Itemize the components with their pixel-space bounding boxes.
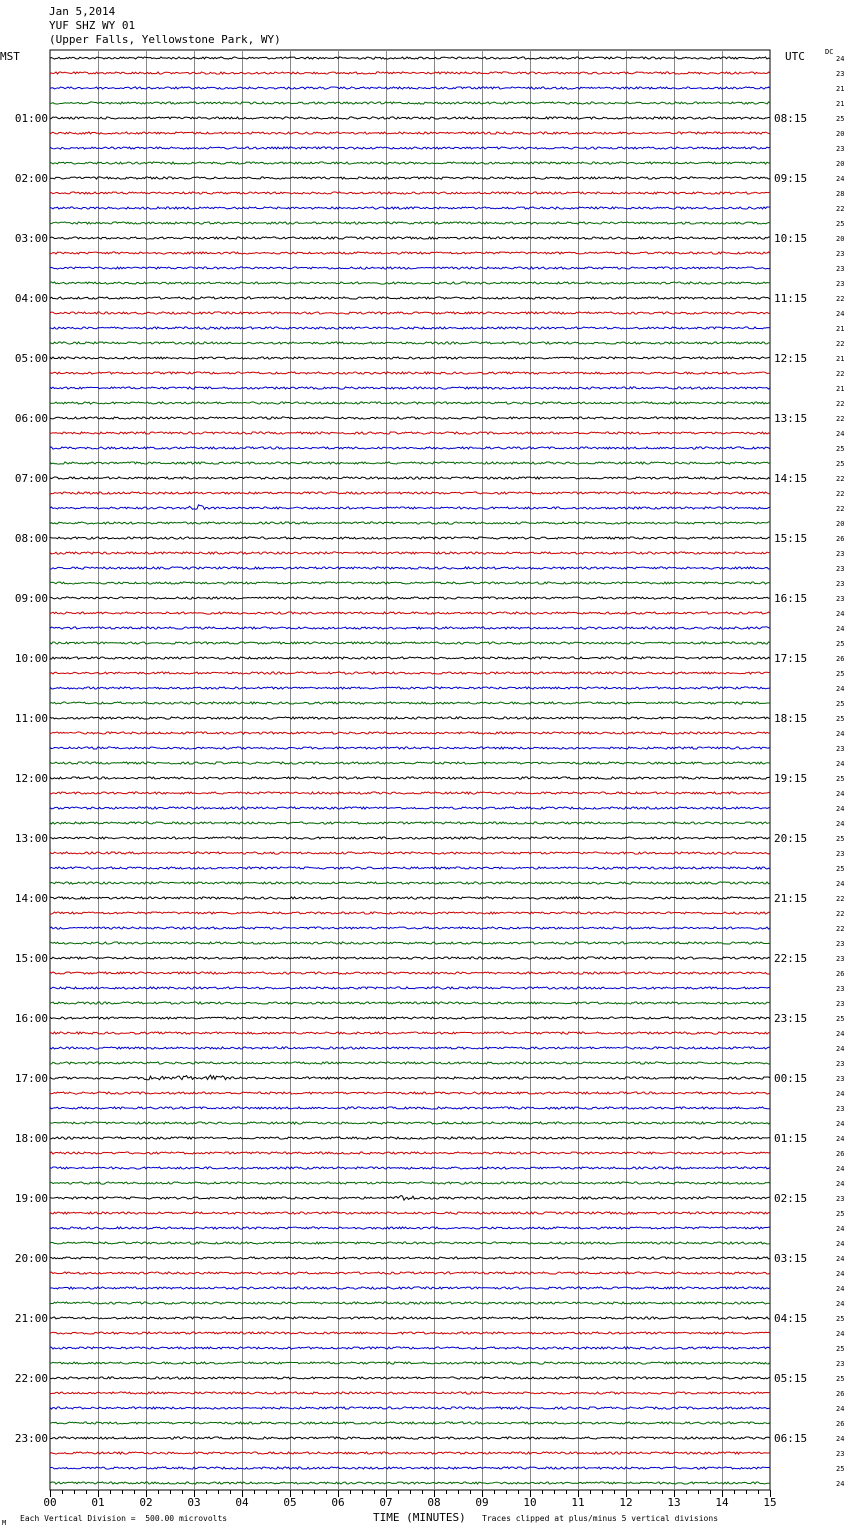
seismic-trace xyxy=(50,567,770,569)
dc-offset-label: 26 xyxy=(836,1150,845,1158)
x-axis-title: TIME (MINUTES) xyxy=(373,1511,466,1524)
seismic-trace xyxy=(50,717,770,719)
dc-offset-label: 22 xyxy=(836,910,845,918)
seismic-trace xyxy=(50,582,770,584)
dc-offset-label: 24 xyxy=(836,610,845,618)
seismic-trace xyxy=(50,1062,770,1064)
mst-hour-label: 21:00 xyxy=(14,1312,48,1325)
dc-offset-label: 26 xyxy=(836,1420,845,1428)
seismic-trace xyxy=(50,72,770,74)
seismic-trace xyxy=(50,252,770,254)
dc-offset-label: 24 xyxy=(836,1090,845,1098)
x-tick-label: 00 xyxy=(43,1496,57,1509)
seismic-trace xyxy=(50,505,770,510)
dc-offset-label: 21 xyxy=(836,355,845,363)
dc-offset-label: 23 xyxy=(836,1450,845,1458)
dc-offset-label: 23 xyxy=(836,580,845,588)
dc-offset-label: 23 xyxy=(836,550,845,558)
utc-hour-label: 23:15 xyxy=(774,1012,808,1025)
seismic-trace xyxy=(50,1227,770,1229)
seismic-trace xyxy=(50,1422,770,1424)
seismic-trace xyxy=(50,87,770,89)
dc-offset-label: 25 xyxy=(836,670,845,678)
dc-offset-label: 24 xyxy=(836,1480,845,1488)
seismic-trace xyxy=(50,627,770,629)
seismic-trace xyxy=(50,1317,770,1319)
dc-offset-label: 20 xyxy=(836,160,845,168)
seismic-trace xyxy=(50,1152,770,1154)
seismic-trace xyxy=(50,1002,770,1004)
seismic-trace xyxy=(50,237,770,239)
dc-offset-label: 25 xyxy=(836,1210,845,1218)
x-tick-label: 04 xyxy=(235,1496,249,1509)
dc-offset-label: 24 xyxy=(836,1180,845,1188)
dc-offset-label: 21 xyxy=(836,100,845,108)
seismic-trace xyxy=(50,1137,770,1139)
dc-offset-label: 23 xyxy=(836,280,845,288)
dc-offset-label: 21 xyxy=(836,85,845,93)
dc-offset-label: 24 xyxy=(836,1405,845,1413)
mst-hour-label: 17:00 xyxy=(14,1072,48,1085)
mst-hour-label: 09:00 xyxy=(14,592,48,605)
seismic-trace xyxy=(50,792,770,794)
utc-hour-label: 05:15 xyxy=(774,1372,808,1385)
seismic-trace xyxy=(50,312,770,314)
dc-offset-label: 23 xyxy=(836,1360,845,1368)
dc-offset-label: 22 xyxy=(836,415,845,423)
dc-offset-label: 24 xyxy=(836,625,845,633)
dc-offset-label: 24 xyxy=(836,880,845,888)
seismic-trace xyxy=(50,762,770,764)
dc-offset-label: 23 xyxy=(836,265,845,273)
utc-hour-label: 01:15 xyxy=(774,1132,808,1145)
x-tick-label: 01 xyxy=(91,1496,105,1509)
utc-hour-label: 10:15 xyxy=(774,232,808,245)
utc-hour-label: 18:15 xyxy=(774,712,808,725)
seismic-trace xyxy=(50,1332,770,1334)
seismic-trace xyxy=(50,687,770,689)
seismic-trace xyxy=(50,1122,770,1124)
seismic-trace xyxy=(50,1212,770,1214)
mst-hour-label: 01:00 xyxy=(14,112,48,125)
dc-offset-label: 24 xyxy=(836,1120,845,1128)
dc-offset-label: 23 xyxy=(836,565,845,573)
dc-offset-label: 24 xyxy=(836,1330,845,1338)
seismic-trace xyxy=(50,222,770,224)
utc-hour-label: 15:15 xyxy=(774,532,808,545)
seismic-trace xyxy=(50,597,770,599)
seismic-trace xyxy=(50,1272,770,1274)
seismic-trace xyxy=(50,372,770,374)
dc-offset-label: 24 xyxy=(836,1225,845,1233)
dc-offset-label: 24 xyxy=(836,790,845,798)
seismic-trace xyxy=(50,297,770,299)
seismic-trace xyxy=(50,432,770,434)
mst-hour-label: 15:00 xyxy=(14,952,48,965)
dc-offset-label: 25 xyxy=(836,115,845,123)
dc-offset-label: 24 xyxy=(836,820,845,828)
dc-offset-label: 25 xyxy=(836,865,845,873)
x-tick-label: 08 xyxy=(427,1496,441,1509)
utc-hour-label: 19:15 xyxy=(774,772,808,785)
mst-hour-label: 18:00 xyxy=(14,1132,48,1145)
x-tick-label: 06 xyxy=(331,1496,345,1509)
dc-offset-label: 25 xyxy=(836,700,845,708)
x-tick-label: 05 xyxy=(283,1496,297,1509)
seismic-trace xyxy=(50,1182,770,1184)
seismic-trace xyxy=(50,732,770,734)
dc-offset-label: 25 xyxy=(836,835,845,843)
mst-hour-label: 19:00 xyxy=(14,1192,48,1205)
seismic-trace xyxy=(50,852,770,854)
seismic-trace xyxy=(50,1257,770,1259)
mst-hour-label: 02:00 xyxy=(14,172,48,185)
seismic-trace xyxy=(50,132,770,134)
seismic-trace xyxy=(50,897,770,899)
utc-hour-label: 20:15 xyxy=(774,832,808,845)
seismic-trace xyxy=(50,477,770,479)
dc-offset-label: 24 xyxy=(836,1435,845,1443)
mst-hour-label: 03:00 xyxy=(14,232,48,245)
dc-offset-label: 23 xyxy=(836,1105,845,1113)
seismic-trace xyxy=(50,1032,770,1034)
dc-offset-label: 22 xyxy=(836,490,845,498)
seismic-trace xyxy=(50,522,770,524)
seismic-trace xyxy=(50,867,770,869)
utc-hour-label: 16:15 xyxy=(774,592,808,605)
seismic-trace xyxy=(50,912,770,914)
x-tick-label: 13 xyxy=(667,1496,681,1509)
station-code: YUF SHZ WY 01 xyxy=(49,19,136,32)
dc-offset-label: 24 xyxy=(836,1255,845,1263)
dc-offset-label: 24 xyxy=(836,685,845,693)
mst-hour-label: 16:00 xyxy=(14,1012,48,1025)
dc-offset-label: 25 xyxy=(836,775,845,783)
left-timezone-label: MST xyxy=(0,50,20,63)
seismic-trace xyxy=(50,1467,770,1469)
seismic-trace xyxy=(50,1362,770,1364)
seismic-trace xyxy=(50,357,770,359)
seismic-trace xyxy=(50,192,770,194)
dc-offset-label: 25 xyxy=(836,1465,845,1473)
mst-hour-label: 14:00 xyxy=(14,892,48,905)
dc-offset-label: 23 xyxy=(836,940,845,948)
dc-offset-label: 23 xyxy=(836,250,845,258)
seismic-trace xyxy=(50,1482,770,1484)
dc-offset-label: 23 xyxy=(836,850,845,858)
seismic-trace xyxy=(50,102,770,104)
dc-offset-label: 21 xyxy=(836,385,845,393)
dc-offset-label: 24 xyxy=(836,1135,845,1143)
seismic-trace xyxy=(50,342,770,344)
seismic-trace xyxy=(50,207,770,209)
mst-hour-label: 12:00 xyxy=(14,772,48,785)
x-tick-label: 14 xyxy=(715,1496,729,1509)
x-tick-label: 03 xyxy=(187,1496,201,1509)
dc-offset-label: 20 xyxy=(836,130,845,138)
seismic-trace xyxy=(50,402,770,404)
dc-offset-label: 25 xyxy=(836,640,845,648)
mst-hour-label: 20:00 xyxy=(14,1252,48,1265)
x-tick-label: 09 xyxy=(475,1496,489,1509)
dc-offset-label: 23 xyxy=(836,985,845,993)
dc-offset-label: 25 xyxy=(836,1345,845,1353)
seismic-trace xyxy=(50,1407,770,1409)
seismic-trace xyxy=(50,807,770,809)
mst-hour-label: 06:00 xyxy=(14,412,48,425)
seismic-trace xyxy=(50,777,770,779)
clip-note: Traces clipped at plus/minus 5 vertical divisions xyxy=(482,1514,719,1523)
seismic-trace xyxy=(50,1302,770,1304)
seismic-trace xyxy=(50,987,770,989)
dc-offset-label: 22 xyxy=(836,505,845,513)
seismic-trace xyxy=(50,387,770,389)
dc-offset-label: 23 xyxy=(836,1195,845,1203)
dc-offset-label: 23 xyxy=(836,745,845,753)
seismic-trace xyxy=(50,1287,770,1289)
seismic-trace xyxy=(50,552,770,554)
dc-offset-label: 24 xyxy=(836,1270,845,1278)
utc-hour-label: 21:15 xyxy=(774,892,808,905)
dc-offset-label: 26 xyxy=(836,1390,845,1398)
dc-offset-label: 24 xyxy=(836,730,845,738)
dc-offset-label: 22 xyxy=(836,370,845,378)
x-tick-label: 02 xyxy=(139,1496,153,1509)
dc-offset-label: 23 xyxy=(836,1000,845,1008)
seismic-trace xyxy=(50,702,770,704)
seismic-trace xyxy=(50,1107,770,1109)
dc-offset-label: 24 xyxy=(836,1285,845,1293)
utc-hour-label: 22:15 xyxy=(774,952,808,965)
dc-label: DC xyxy=(825,48,834,56)
seismic-trace xyxy=(50,1092,770,1094)
utc-hour-label: 17:15 xyxy=(774,652,808,665)
dc-offset-label: 24 xyxy=(836,760,845,768)
dc-offset-label: 25 xyxy=(836,445,845,453)
dc-offset-label: 25 xyxy=(836,1315,845,1323)
seismic-trace xyxy=(50,447,770,449)
seismic-trace xyxy=(50,1167,770,1169)
dc-offset-label: 24 xyxy=(836,55,845,63)
seismic-trace xyxy=(50,612,770,614)
dc-offset-label: 24 xyxy=(836,1300,845,1308)
seismic-trace xyxy=(50,282,770,284)
dc-offset-label: 24 xyxy=(836,1030,845,1038)
dc-offset-label: 22 xyxy=(836,925,845,933)
seismic-trace xyxy=(50,462,770,464)
dc-offset-label: 23 xyxy=(836,70,845,78)
dc-offset-label: 25 xyxy=(836,460,845,468)
x-tick-label: 12 xyxy=(619,1496,633,1509)
seismic-trace xyxy=(50,957,770,959)
seismic-trace xyxy=(50,162,770,164)
dc-offset-label: 22 xyxy=(836,895,845,903)
dc-offset-label: 25 xyxy=(836,220,845,228)
dc-offset-label: 24 xyxy=(836,430,845,438)
dc-offset-label: 23 xyxy=(836,1060,845,1068)
dc-offset-label: 24 xyxy=(836,1165,845,1173)
mst-hour-label: 07:00 xyxy=(14,472,48,485)
mst-hour-label: 05:00 xyxy=(14,352,48,365)
chart-date: Jan 5,2014 xyxy=(49,5,116,18)
dc-offset-label: 23 xyxy=(836,145,845,153)
seismic-trace xyxy=(50,672,770,674)
dc-offset-label: 20 xyxy=(836,235,845,243)
seismic-trace xyxy=(50,1196,770,1201)
dc-offset-label: 26 xyxy=(836,535,845,543)
dc-offset-label: 25 xyxy=(836,1375,845,1383)
dc-offset-label: 25 xyxy=(836,715,845,723)
utc-hour-label: 11:15 xyxy=(774,292,808,305)
seismic-trace xyxy=(50,972,770,974)
seismic-trace xyxy=(50,1437,770,1439)
seismic-trace xyxy=(50,1347,770,1349)
right-timezone-label: UTC xyxy=(785,50,805,63)
seismic-trace xyxy=(50,657,770,659)
utc-hour-label: 04:15 xyxy=(774,1312,808,1325)
utc-hour-label: 03:15 xyxy=(774,1252,808,1265)
seismic-trace xyxy=(50,177,770,179)
dc-offset-label: 25 xyxy=(836,1015,845,1023)
utc-hour-label: 00:15 xyxy=(774,1072,808,1085)
seismic-trace xyxy=(50,1392,770,1394)
mst-hour-label: 13:00 xyxy=(14,832,48,845)
seismic-trace xyxy=(50,117,770,119)
dc-offset-label: 24 xyxy=(836,1240,845,1248)
dc-offset-label: 26 xyxy=(836,655,845,663)
corner-mark: M xyxy=(2,1519,7,1527)
dc-offset-label: 20 xyxy=(836,520,845,528)
seismic-trace xyxy=(50,822,770,824)
dc-offset-label: 28 xyxy=(836,190,845,198)
mst-hour-label: 08:00 xyxy=(14,532,48,545)
utc-hour-label: 02:15 xyxy=(774,1192,808,1205)
dc-offset-label: 21 xyxy=(836,325,845,333)
utc-hour-label: 09:15 xyxy=(774,172,808,185)
seismic-trace xyxy=(50,882,770,884)
utc-hour-label: 12:15 xyxy=(774,352,808,365)
plot-frame xyxy=(50,50,770,1490)
mst-hour-label: 22:00 xyxy=(14,1372,48,1385)
dc-offset-label: 22 xyxy=(836,400,845,408)
seismic-trace xyxy=(50,642,770,644)
dc-offset-label: 24 xyxy=(836,1045,845,1053)
utc-hour-label: 14:15 xyxy=(774,472,808,485)
seismic-trace xyxy=(50,837,770,839)
seismic-trace xyxy=(50,1242,770,1244)
dc-offset-label: 24 xyxy=(836,310,845,318)
dc-offset-label: 23 xyxy=(836,1075,845,1083)
x-tick-label: 07 xyxy=(379,1496,393,1509)
seismic-trace xyxy=(50,417,770,419)
mst-hour-label: 11:00 xyxy=(14,712,48,725)
seismic-trace xyxy=(50,267,770,269)
mst-hour-label: 10:00 xyxy=(14,652,48,665)
dc-offset-label: 26 xyxy=(836,970,845,978)
seismic-trace xyxy=(50,327,770,329)
mst-hour-label: 04:00 xyxy=(14,292,48,305)
utc-hour-label: 06:15 xyxy=(774,1432,808,1445)
scale-note: Each Vertical Division = 500.00 microvolts xyxy=(20,1514,228,1523)
seismic-trace xyxy=(50,1017,770,1019)
seismic-trace xyxy=(50,927,770,929)
utc-hour-label: 13:15 xyxy=(774,412,808,425)
dc-offset-label: 22 xyxy=(836,205,845,213)
dc-offset-label: 22 xyxy=(836,295,845,303)
dc-offset-label: 22 xyxy=(836,475,845,483)
dc-offset-label: 24 xyxy=(836,805,845,813)
seismic-trace xyxy=(50,1452,770,1454)
seismic-trace xyxy=(50,747,770,749)
seismic-trace xyxy=(50,537,770,539)
seismic-trace xyxy=(50,147,770,149)
x-tick-label: 10 xyxy=(523,1496,537,1509)
dc-offset-label: 22 xyxy=(836,340,845,348)
dc-offset-label: 23 xyxy=(836,595,845,603)
seismic-trace xyxy=(50,1075,770,1080)
mst-hour-label: 23:00 xyxy=(14,1432,48,1445)
seismic-trace xyxy=(50,57,770,59)
seismic-trace xyxy=(50,1047,770,1049)
station-location: (Upper Falls, Yellowstone Park, WY) xyxy=(49,33,281,46)
seismic-trace xyxy=(50,942,770,944)
x-tick-label: 11 xyxy=(571,1496,585,1509)
utc-hour-label: 08:15 xyxy=(774,112,808,125)
dc-offset-label: 24 xyxy=(836,175,845,183)
seismic-trace xyxy=(50,1377,770,1379)
seismic-trace xyxy=(50,492,770,494)
dc-offset-label: 23 xyxy=(836,955,845,963)
x-tick-label: 15 xyxy=(763,1496,777,1509)
